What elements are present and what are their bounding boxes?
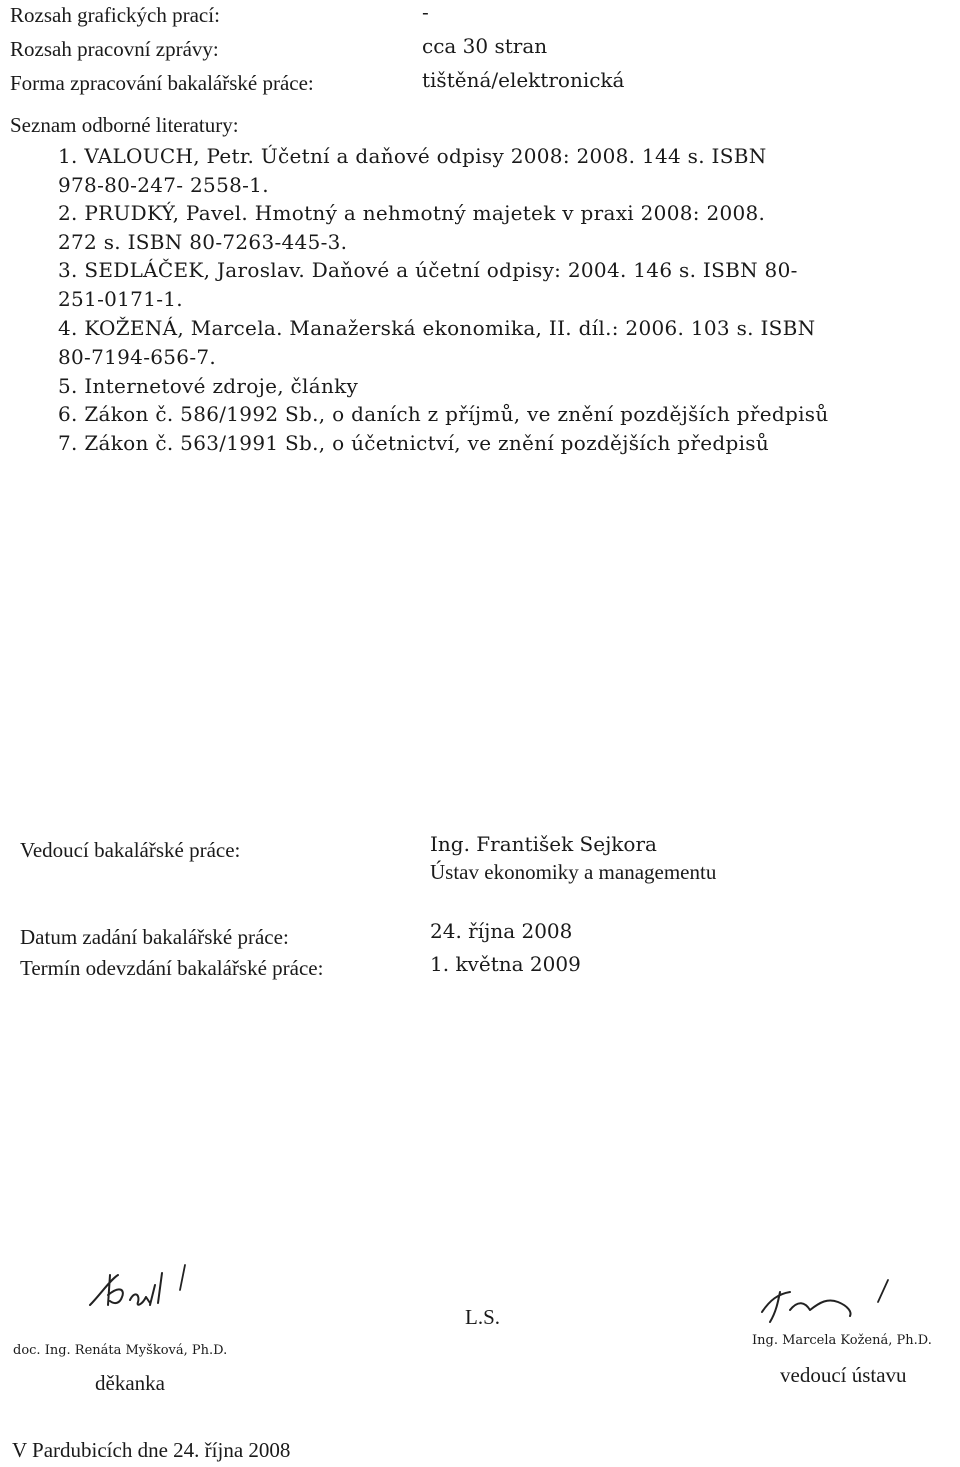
dean-signature: [80, 1255, 220, 1335]
supervisor-name: Ing. František Sejkora: [430, 832, 657, 856]
literature-line: 1. VALOUCH, Petr. Účetní a daňové odpisy 2008: 2008. 144 s. ISBN: [58, 144, 767, 168]
seal-mark: L.S.: [465, 1305, 501, 1329]
form-label: Forma zpracování bakalářské práce:: [10, 71, 314, 95]
report-scope-label: Rozsah pracovní zprávy:: [10, 37, 219, 61]
literature-line: 2. PRUDKÝ, Pavel. Hmotný a nehmotný majetek v praxi 2008: 2008.: [58, 201, 766, 225]
literature-line: 251-0171-1.: [58, 287, 183, 311]
dean-role: děkanka: [95, 1371, 165, 1395]
graphic-scope-label: Rozsah grafických prací:: [10, 3, 220, 27]
literature-line: 3. SEDLÁČEK, Jaroslav. Daňové a účetní odpisy: 2004. 146 s. ISBN 80-: [58, 258, 798, 282]
literature-line: 6. Zákon č. 586/1992 Sb., o daních z příjmů, ve znění pozdějších předpisů: [58, 402, 829, 426]
deadline-label: Termín odevzdání bakalářské práce:: [20, 956, 324, 980]
graphic-scope-value: -: [422, 0, 429, 24]
assigned-date-label: Datum zadání bakalářské práce:: [20, 925, 289, 949]
head-role: vedoucí ústavu: [780, 1363, 907, 1387]
literature-line: 5. Internetové zdroje, články: [58, 374, 359, 398]
deadline-value: 1. května 2009: [430, 952, 581, 976]
head-name: Ing. Marcela Kožená, Ph.D.: [752, 1333, 932, 1348]
literature-line: 272 s. ISBN 80-7263-445-3.: [58, 230, 348, 254]
head-signature: [750, 1272, 900, 1337]
literature-line: 978-80-247- 2558-1.: [58, 173, 269, 197]
assigned-date-value: 24. října 2008: [430, 919, 573, 943]
form-value: tištěná/elektronická: [422, 68, 625, 92]
supervisor-label: Vedoucí bakalářské práce:: [20, 838, 241, 862]
literature-heading: Seznam odborné literatury:: [10, 113, 239, 137]
report-scope-value: cca 30 stran: [422, 34, 548, 58]
literature-line: 7. Zákon č. 563/1991 Sb., o účetnictví, ve znění pozdějších předpisů: [58, 431, 770, 455]
literature-line: 80-7194-656-7.: [58, 345, 217, 369]
supervisor-institute: Ústav ekonomiky a managementu: [430, 860, 717, 884]
dean-name: doc. Ing. Renáta Myšková, Ph.D.: [13, 1343, 228, 1358]
literature-line: 4. KOŽENÁ, Marcela. Manažerská ekonomika, II. díl.: 2006. 103 s. ISBN: [58, 316, 816, 340]
place-date: V Pardubicích dne 24. října 2008: [12, 1438, 291, 1462]
